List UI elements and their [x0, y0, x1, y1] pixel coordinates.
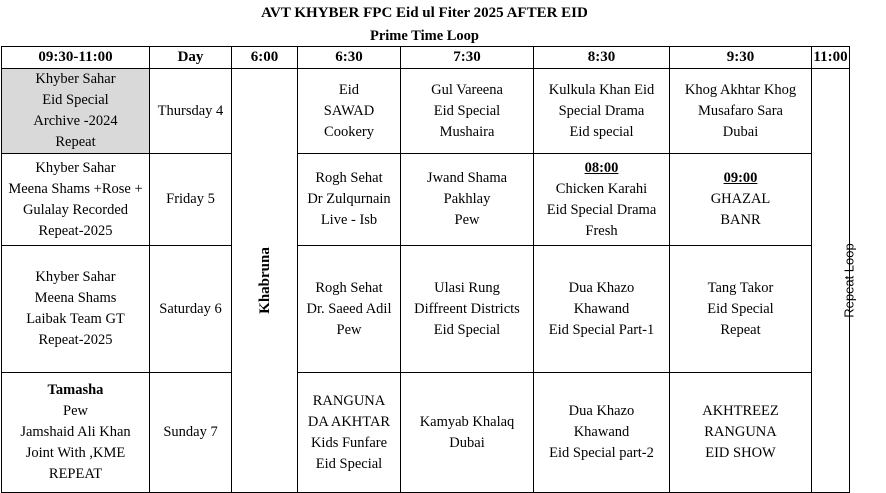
- col-header-0830: 8:30: [534, 47, 670, 69]
- cell-morning: Khyber Sahar Meena Shams +Rose + Gulalay Recorded Repeat-2025: [2, 154, 150, 246]
- col-header-0630: 6:30: [298, 47, 401, 69]
- col-header-0930-pm: 9:30: [670, 47, 812, 69]
- col-header-day: Day: [150, 47, 232, 69]
- cell-0630: Eid SAWAD Cookery: [298, 69, 401, 154]
- cell-0830: Kulkula Khan Eid Special Drama Eid special: [534, 69, 670, 154]
- col-header-1100: 11:00: [812, 47, 850, 69]
- time-override: 09:00: [723, 170, 758, 186]
- sheet-title: AVT KHYBER FPC Eid ul Fiter 2025 AFTER EID: [261, 5, 588, 21]
- table-row: [2, 69, 850, 154]
- cell-0930: Khog Akhtar Khog Musafaro Sara Dubai: [670, 69, 812, 154]
- cell-day: Friday 5: [150, 154, 232, 246]
- cell-0730: Gul Vareena Eid Special Mushaira: [401, 69, 534, 154]
- cell-morning: Khyber Sahar Eid Special Archive -2024 Repeat: [2, 69, 150, 154]
- cell-0630: Rogh Sehat Dr. Saeed Adil Pew: [298, 246, 401, 373]
- cell-day: Saturday 6: [150, 246, 232, 373]
- cell-0930: AKHTREEZ RANGUNA EID SHOW: [670, 373, 812, 493]
- cell-0930: Tang Takor Eid Special Repeat: [670, 246, 812, 373]
- cell-0730: Ulasi Rung Diffreent Districts Eid Special: [401, 246, 534, 373]
- time-override: 08:00: [584, 159, 619, 176]
- schedule-table: [1, 46, 857, 493]
- table-row: [2, 154, 850, 246]
- cell-0730: Jwand Shama Pakhlay Pew: [401, 154, 534, 246]
- khabruna-label: Khabruna: [256, 247, 273, 314]
- cell-repeat-loop: [812, 69, 857, 493]
- cell-day: Thursday 4: [150, 69, 232, 154]
- cell-0830: 08:00 Chicken Karahi Eid Special Drama Fresh: [534, 154, 670, 246]
- cell-0930: 09:00 GHAZAL BANR: [670, 154, 812, 246]
- cell-0730: Kamyab Khalaq Dubai: [401, 373, 534, 493]
- col-header-0930: 09:30-11:00: [2, 47, 150, 69]
- cell-morning: Khyber Sahar Meena Shams Laibak Team GT Repeat-2025: [2, 246, 150, 373]
- table-row: [2, 373, 850, 493]
- cell-day: Sunday 7: [150, 373, 232, 493]
- table-row: [2, 246, 850, 373]
- col-header-0730: 7:30: [401, 47, 534, 69]
- col-header-0600: 6:00: [232, 47, 298, 69]
- cell-0830: Dua Khazo Khawand Eid Special part-2: [534, 373, 670, 493]
- sheet-subtitle: Prime Time Loop: [369, 28, 479, 44]
- cell-morning: Tamasha Pew Jamshaid Ali Khan Joint With ,KME REPEAT: [2, 373, 150, 493]
- cell-khabruna: [232, 69, 298, 493]
- cell-0630: RANGUNA DA AKHTAR Kids Funfare Eid Special: [298, 373, 401, 493]
- repeat-loop-label: Repeat Loop: [841, 242, 857, 318]
- cell-0630: Rogh Sehat Dr Zulqurnain Live - Isb: [298, 154, 401, 246]
- cell-0830: Dua Khazo Khawand Eid Special Part-1: [534, 246, 670, 373]
